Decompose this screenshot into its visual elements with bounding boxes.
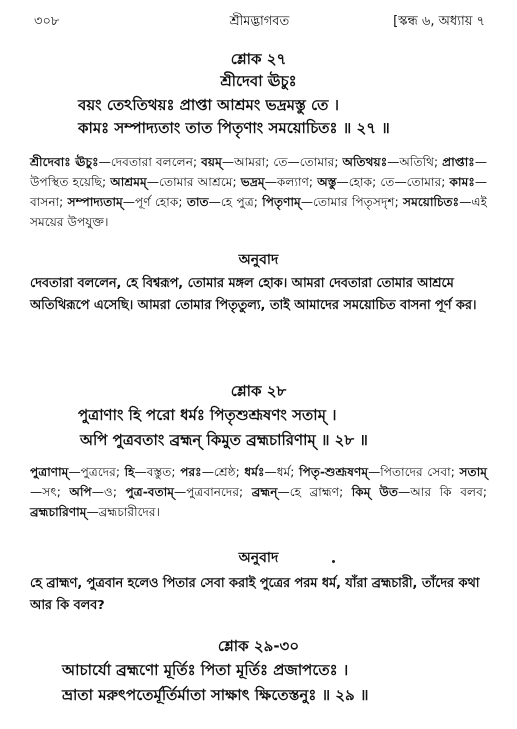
- sloka-27-anuvad-title: অনুবাদ: [238, 252, 279, 268]
- synonym-word: পিতৃণাম্: [262, 195, 301, 209]
- synonym-meaning: তোমার;: [406, 175, 450, 189]
- synonym-meaning: বাসনা;: [30, 195, 68, 209]
- synonym-word: প্রাপ্তাঃ: [442, 155, 475, 169]
- sloka-28-anuvad-title: অনুবাদ: [238, 550, 279, 566]
- synonym-word: সম্পাদ্যতাম্: [67, 195, 123, 209]
- synonym-meaning: সৎ;: [42, 485, 70, 499]
- synonym-word: তে: [380, 175, 395, 189]
- synonym-meaning: ব্রহ্মচারীদের।: [98, 505, 160, 519]
- sloka-28-synonyms: পুত্রাণাম্—পুত্রদের; হি—বস্তুত; পরঃ—শ্রেষ্ঠ; ধর্মঃ—ধর্ম; পিতৃ-শুশ্রূষণম্—পিতাদের সেবা; সতাম্—সৎ; অপি—ও; পুত্র-বতাম্—পুত্রবানদের; ব্রহ্মন্—হে ব্রাহ্মণ; কিম্ উত—আর কি বলব; ব্রহ্মচারিণাম্—ব্রহ্মচারীদের।: [30, 465, 487, 519]
- synonym-word: সতাম্: [459, 465, 487, 479]
- book-title: শ্রীমদ্ভাগবত: [229, 14, 290, 29]
- synonym-meaning: ও;: [103, 485, 126, 499]
- synonym-meaning: আমরা;: [234, 155, 274, 169]
- synonym-meaning: শ্রেষ্ঠ;: [213, 465, 245, 479]
- synonym-word: পিতৃ-শুশ্রূষণম্: [299, 465, 369, 479]
- synonym-word: অস্তু: [317, 175, 337, 189]
- sloka-29-line-1: আচার্যো ব্রহ্মণো মূর্তিঃ পিতা মূর্তিঃ প্রজাপতেঃ ।: [62, 661, 349, 679]
- synonym-meaning: দেবতারা বললেন;: [110, 155, 202, 169]
- sloka-29-line-2: ভ্রাতা মরুৎপতের্মূর্তির্মাতা সাক্ষাৎ ক্ষিতেস্তনুঃ ॥ ২৯ ॥: [62, 686, 369, 704]
- synonym-word: হি: [124, 465, 135, 479]
- synonym-meaning: হে পুত্র;: [220, 195, 263, 209]
- synonym-word: পরঃ: [180, 465, 202, 479]
- synonym-meaning: হোক;: [348, 175, 381, 189]
- synonym-word: পুত্র-বতাম্: [125, 485, 175, 499]
- synonym-meaning: হে ব্রাহ্মণ;: [289, 485, 352, 499]
- synonym-meaning: পুত্রদের;: [80, 465, 125, 479]
- synonym-word: ব্রহ্মচারিণাম্: [30, 505, 87, 519]
- synonym-word: আশ্রমম্: [110, 175, 147, 189]
- page-header: [34, 12, 485, 32]
- synonym-meaning: পিতাদের সেবা;: [380, 465, 460, 479]
- synonym-meaning: তোমার আশ্রমে;: [159, 175, 241, 189]
- synonym-word: কামঃ: [449, 175, 475, 189]
- sloka-27-speaker: শ্রীদেবা ঊচুঃ: [220, 72, 297, 90]
- sloka-29-30-title: শ্লোক ২৯-৩০: [217, 637, 300, 655]
- synonym-word: ধর্মঃ: [244, 465, 265, 479]
- synonym-meaning: পূর্ণ হোক;: [134, 195, 187, 209]
- synonym-word: সময়োচিতঃ: [403, 195, 460, 209]
- sloka-28-line-2: অপি পুত্রবতাং ব্রহ্মন্ কিমুত ব্রহ্মচারিণাম্ ॥ ২৮ ॥: [80, 431, 368, 449]
- sloka-28-line-1: পুত্রাণাং হি পরো ধর্মঃ পিতৃশুশ্রূষণং সতাম্ ।: [78, 406, 337, 424]
- synonym-word: শ্রীদেবাঃ ঊচুঃ: [30, 155, 99, 169]
- synonym-meaning: পুত্রবানদের;: [186, 485, 252, 499]
- sloka-27-line-2: কামঃ সম্পাদ্যতাং তাত পিতৃণাং সময়োচিতঃ ॥ ২৭ ॥: [78, 119, 390, 137]
- synonym-word: তাত: [186, 195, 209, 209]
- synonym-word: অপি: [69, 485, 92, 499]
- synonym-word: কিম্ উত: [351, 485, 399, 499]
- synonym-meaning: অতিথি;: [399, 155, 443, 169]
- synonym-word: ব্রহ্মন্: [251, 485, 278, 499]
- synonym-meaning: কল্যাণ;: [276, 175, 318, 189]
- synonym-meaning: উপস্থিত হয়েছি;: [30, 175, 111, 189]
- synonym-meaning: আর কি বলব;: [410, 485, 487, 499]
- sloka-28-translation: হে ব্রাহ্মণ, পুত্রবান হলেও পিতার সেবা করাই পুত্রের পরম ধর্ম, যাঁরা ব্রহ্মচারী, তাঁদের কথা আর কি বলব?: [30, 576, 480, 613]
- sloka-27-translation: দেবতারা বললেন, হে বিশ্বরূপ, তোমার মঙ্গল হোক। আমরা দেবতারা তোমার আশ্রমে অতিথিরূপে এসেছি। আমরা তোমার পিতৃতুল্য, তাই আমাদের সময়োচিত বাসনা পূর্ণ কর।: [30, 276, 477, 313]
- synonym-word: অতিথয়ঃ: [342, 155, 388, 169]
- page-number: ৩০৮: [34, 14, 60, 29]
- sloka-27-synonyms: শ্রীদেবাঃ ঊচুঃ—দেবতারা বললেন; বয়ম্—আমরা; তে—তোমার; অতিথয়ঃ—অতিথি; প্রাপ্তাঃ—উপস্থিত হয়েছি; আশ্রমম্—তোমার আশ্রমে; ভদ্রম্—কল্যাণ; অস্তু—হোক; তে—তোমার; কামঃ—বাসনা; সম্পাদ্যতাম্—পূর্ণ হোক; তাত—হে পুত্র; পিতৃণাম্—তোমার পিতৃসদৃশ; সময়োচিতঃ—এই সময়ের উপযুক্ত।: [30, 155, 488, 229]
- synonym-word: তে: [273, 155, 288, 169]
- synonym-meaning: ধর্ম;: [276, 465, 300, 479]
- sloka-28-title: শ্লোক ২৮: [230, 382, 287, 400]
- synonym-meaning: তোমার;: [299, 155, 343, 169]
- synonym-meaning: তোমার পিতৃসদৃশ;: [313, 195, 404, 209]
- synonym-meaning: বস্তুত;: [146, 465, 181, 479]
- synonym-meaning: এই সময়ের উপযুক্ত।: [30, 195, 487, 229]
- sloka-27-title: শ্লোক ২৭: [230, 50, 287, 68]
- sloka-27-line-1: বয়ং তেঽতিথয়ঃ প্রাপ্তা আশ্রমং ভদ্রমস্তু তে ।: [78, 96, 339, 114]
- synonym-word: বয়ম্: [201, 155, 222, 169]
- chapter-reference: [স্কন্ধ ৬, অধ্যায় ৭: [393, 14, 485, 29]
- synonym-word: পুত্রাণাম্: [30, 465, 69, 479]
- synonym-word: ভদ্রম্: [240, 175, 265, 189]
